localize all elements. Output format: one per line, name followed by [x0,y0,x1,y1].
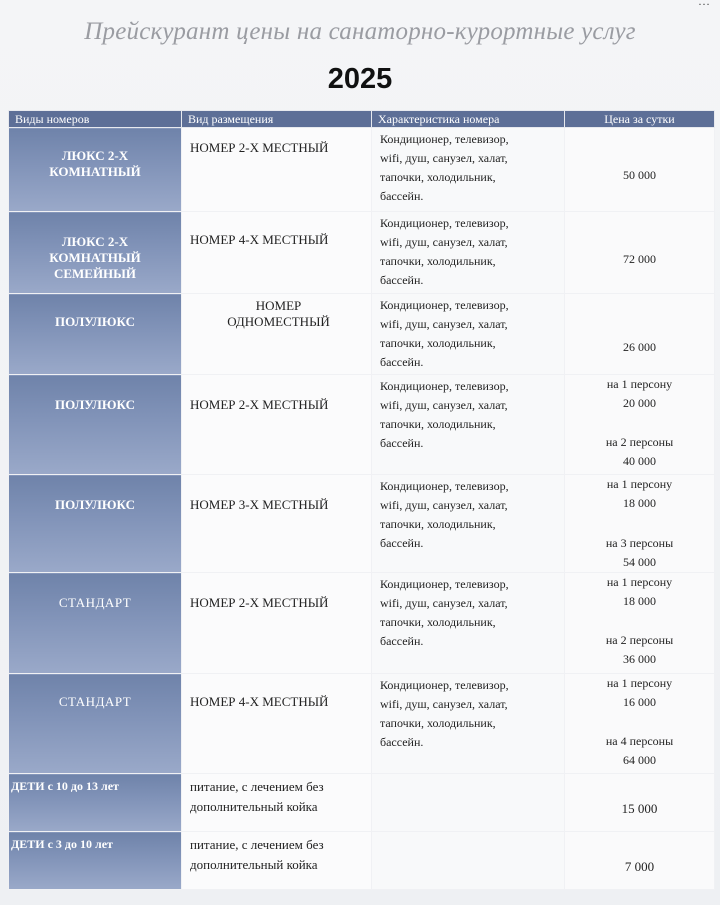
accommodation-line: дополнительный койка [190,799,318,814]
header-features: Характеристика номера [372,111,565,128]
header-room-type: Виды номеров [9,111,182,128]
price-label: на 1 персону [606,676,673,690]
table-row [9,212,715,294]
table-row [9,674,715,774]
price-label: на 4 персоны [605,734,674,748]
feature-line: тапочки, холодильник, [380,517,496,531]
room-type-cell [9,212,182,294]
price-value: 18 000 [623,594,656,608]
table-row [9,774,715,832]
features-cell [372,294,565,375]
room-type-cell [9,294,182,375]
feature-line: Кондиционер, телевизор, [380,379,509,393]
table-row [9,375,715,475]
price-cell [565,774,715,832]
feature-line: тапочки, холодильник, [380,615,496,629]
feature-line: wifi, душ, санузел, халат, [380,151,508,165]
room-type-cell [9,475,182,573]
room-type-line: СТАНДАРТ [58,595,132,610]
price-value: 50 000 [623,168,656,182]
price-cell [565,212,715,294]
feature-line: wifi, душ, санузел, халат, [380,697,508,711]
features-cell [372,573,565,674]
accommodation-line: ОДНОМЕСТНЫЙ [227,314,330,329]
features-cell [372,128,565,212]
table-row [9,294,715,375]
room-type-line: КОМНАТНЫЙ [49,164,141,179]
feature-line: тапочки, холодильник, [380,417,496,431]
accommodation-cell [182,475,372,573]
price-cell [565,128,715,212]
accommodation-line: НОМЕР 2-Х МЕСТНЫЙ [190,595,329,610]
feature-line: тапочки, холодильник, [380,170,496,184]
feature-line: бассейн. [380,634,424,648]
feature-line: Кондиционер, телевизор, [380,132,509,146]
price-value: 36 000 [623,652,656,666]
feature-line: wifi, душ, санузел, халат, [380,317,508,331]
room-type-line: СЕМЕЙНЫЙ [53,266,137,281]
price-table [8,110,715,890]
price-value: 40 000 [623,454,656,468]
price-value: 15 000 [621,801,658,816]
table-row [9,128,715,212]
feature-line: wifi, душ, санузел, халат, [380,235,508,249]
price-label: на 1 персону [606,377,673,391]
price-cell [565,832,715,890]
accommodation-line: НОМЕР 4-Х МЕСТНЫЙ [190,232,329,247]
room-type-cell [9,573,182,674]
price-cell [565,674,715,774]
price-value: 54 000 [623,555,656,569]
price-value: 64 000 [623,753,656,767]
price-cell [565,573,715,674]
price-value: 16 000 [623,695,656,709]
feature-line: тапочки, холодильник, [380,336,496,350]
feature-line: Кондиционер, телевизор, [380,577,509,591]
room-type-cell [9,128,182,212]
price-cell [565,375,715,475]
accommodation-line: НОМЕР [255,298,302,313]
feature-line: бассейн. [380,355,424,369]
price-value: 72 000 [623,252,656,266]
features-cell [372,375,565,475]
accommodation-cell [182,674,372,774]
accommodation-line: питание, с лечением без [190,837,324,852]
table-row [9,475,715,573]
feature-line: бассейн. [380,735,424,749]
accommodation-line: дополнительный койка [190,857,318,872]
document-title: Прейскурант цены на санаторно-курортные услуг [84,18,636,45]
table-row [9,832,715,890]
accommodation-line: НОМЕР 2-Х МЕСТНЫЙ [190,140,329,155]
features-cell [372,832,565,890]
accommodation-cell [182,573,372,674]
room-type-line: ПОЛУЛЮКС [55,397,135,412]
features-cell [372,674,565,774]
feature-line: wifi, душ, санузел, халат, [380,398,508,412]
table-header [9,111,715,128]
room-type-cell [9,375,182,475]
accommodation-cell [182,832,372,890]
feature-line: бассейн. [380,273,424,287]
document-year: 2025 [327,63,393,95]
accommodation-line: НОМЕР 3-Х МЕСТНЫЙ [190,497,329,512]
features-cell [372,212,565,294]
price-value: 18 000 [623,496,656,510]
feature-line: тапочки, холодильник, [380,254,496,268]
accommodation-line: НОМЕР 2-Х МЕСТНЫЙ [190,397,329,412]
feature-line: wifi, душ, санузел, халат, [380,596,508,610]
feature-line: бассейн. [380,536,424,550]
room-type-line: ДЕТИ с 3 до 10 лет [11,837,113,851]
feature-line: тапочки, холодильник, [380,716,496,730]
accommodation-cell [182,212,372,294]
feature-line: Кондиционер, телевизор, [380,678,509,692]
price-label: на 1 персону [606,477,673,491]
price-value: 20 000 [623,396,656,410]
room-type-cell [9,832,182,890]
accommodation-line: НОМЕР 4-Х МЕСТНЫЙ [190,694,329,709]
room-type-line: ДЕТИ с 10 до 13 лет [11,779,119,793]
feature-line: бассейн. [380,189,424,203]
room-type-cell [9,774,182,832]
price-cell [565,475,715,573]
header-accommodation: Вид размещения [182,111,372,128]
room-type-line: ПОЛУЛЮКС [55,314,135,329]
price-value: 7 000 [624,859,655,874]
room-type-line: ПОЛУЛЮКС [55,497,135,512]
corner-text: … [698,0,710,8]
accommodation-cell [182,774,372,832]
room-type-line: КОМНАТНЫЙ [49,250,141,265]
price-label: на 2 персоны [605,435,674,449]
price-cell [565,294,715,375]
features-cell [372,774,565,832]
feature-line: wifi, душ, санузел, халат, [380,498,508,512]
accommodation-cell [182,128,372,212]
feature-line: Кондиционер, телевизор, [380,298,509,312]
price-label: на 1 персону [606,575,673,589]
price-value: 26 000 [623,340,656,354]
room-type-line: ЛЮКС 2-Х [61,148,129,163]
room-type-cell [9,674,182,774]
accommodation-cell [182,294,372,375]
features-cell [372,475,565,573]
price-label: на 2 персоны [605,633,674,647]
room-type-line: ЛЮКС 2-Х [61,234,129,249]
room-type-line: СТАНДАРТ [58,694,132,709]
header-price: Цена за сутки [565,111,715,128]
table-row [9,573,715,674]
feature-line: Кондиционер, телевизор, [380,479,509,493]
price-label: на 3 персоны [605,536,674,550]
accommodation-line: питание, с лечением без [190,779,324,794]
accommodation-cell [182,375,372,475]
feature-line: Кондиционер, телевизор, [380,216,509,230]
feature-line: бассейн. [380,436,424,450]
